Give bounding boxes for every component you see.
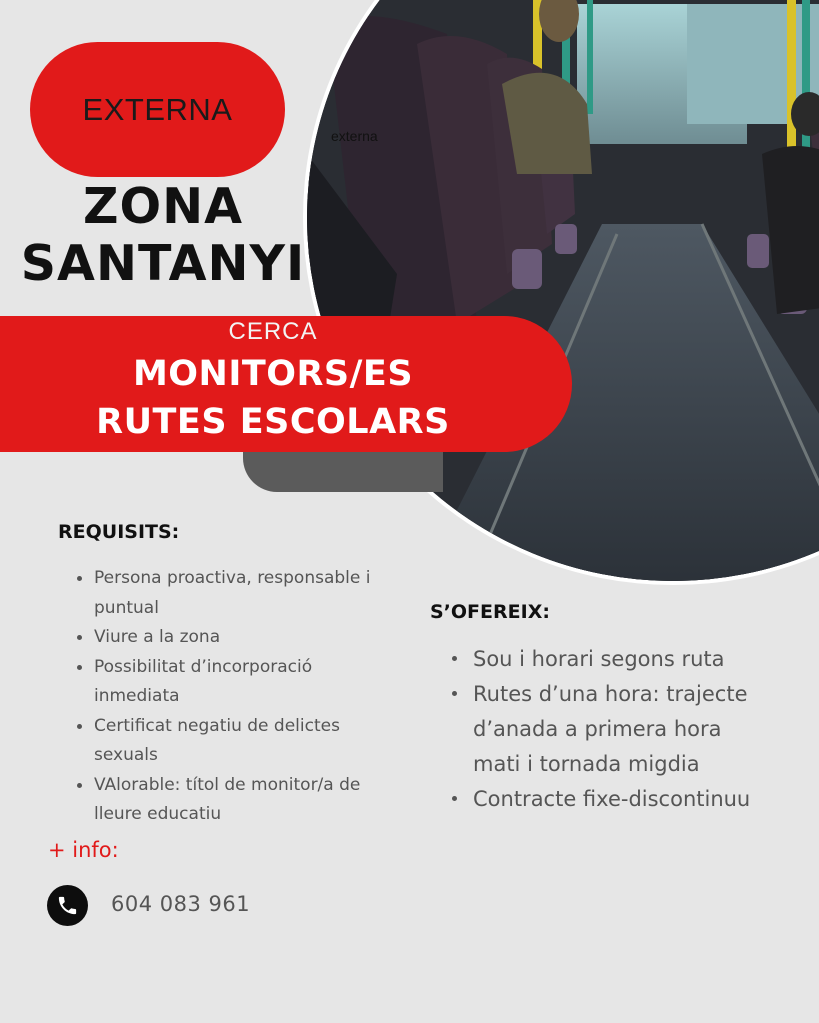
bus-interior-photo <box>303 0 819 585</box>
list-item: Contracte fixe-discontinuu <box>473 782 773 817</box>
banner-cerca: CERCA <box>228 318 318 345</box>
banner-line1: MONITORS/ES <box>132 354 414 394</box>
requisits-heading: REQUISITS: <box>58 521 180 543</box>
zone-title-line1: ZONA <box>82 178 244 235</box>
more-info-label: + info: <box>48 838 119 862</box>
list-item: Sou i horari segons ruta <box>473 642 773 677</box>
list-item: VAlorable: títol de monitor/a de lleure educatiu <box>94 771 394 830</box>
externa-badge <box>30 42 285 177</box>
phone-icon[interactable] <box>47 885 88 926</box>
externa-badge-label: EXTERNA <box>82 91 233 127</box>
ofereix-heading: S’OFEREIX: <box>430 601 550 623</box>
phone-glyph-icon <box>56 894 79 917</box>
list-item: Possibilitat d’incorporació inmediata <box>94 653 394 712</box>
banner-line2: RUTES ESCOLARS <box>96 402 450 442</box>
zone-title-line2: SANTANYI <box>20 235 306 292</box>
requisits-list <box>94 564 394 830</box>
list-item: Rutes d’una hora: trajecte d’anada a primera hora mati i tornada migdia <box>473 677 773 782</box>
zone-title <box>18 178 308 292</box>
list-item: Persona proactiva, responsable i puntual <box>94 564 394 623</box>
list-item: Viure a la zona <box>94 623 394 653</box>
list-item: Certificat negatiu de delictes sexuals <box>94 712 394 771</box>
externa-caption: externa <box>331 128 378 144</box>
banner-headline <box>0 350 546 446</box>
ofereix-list <box>473 642 773 817</box>
phone-number[interactable]: 604 083 961 <box>111 892 251 916</box>
